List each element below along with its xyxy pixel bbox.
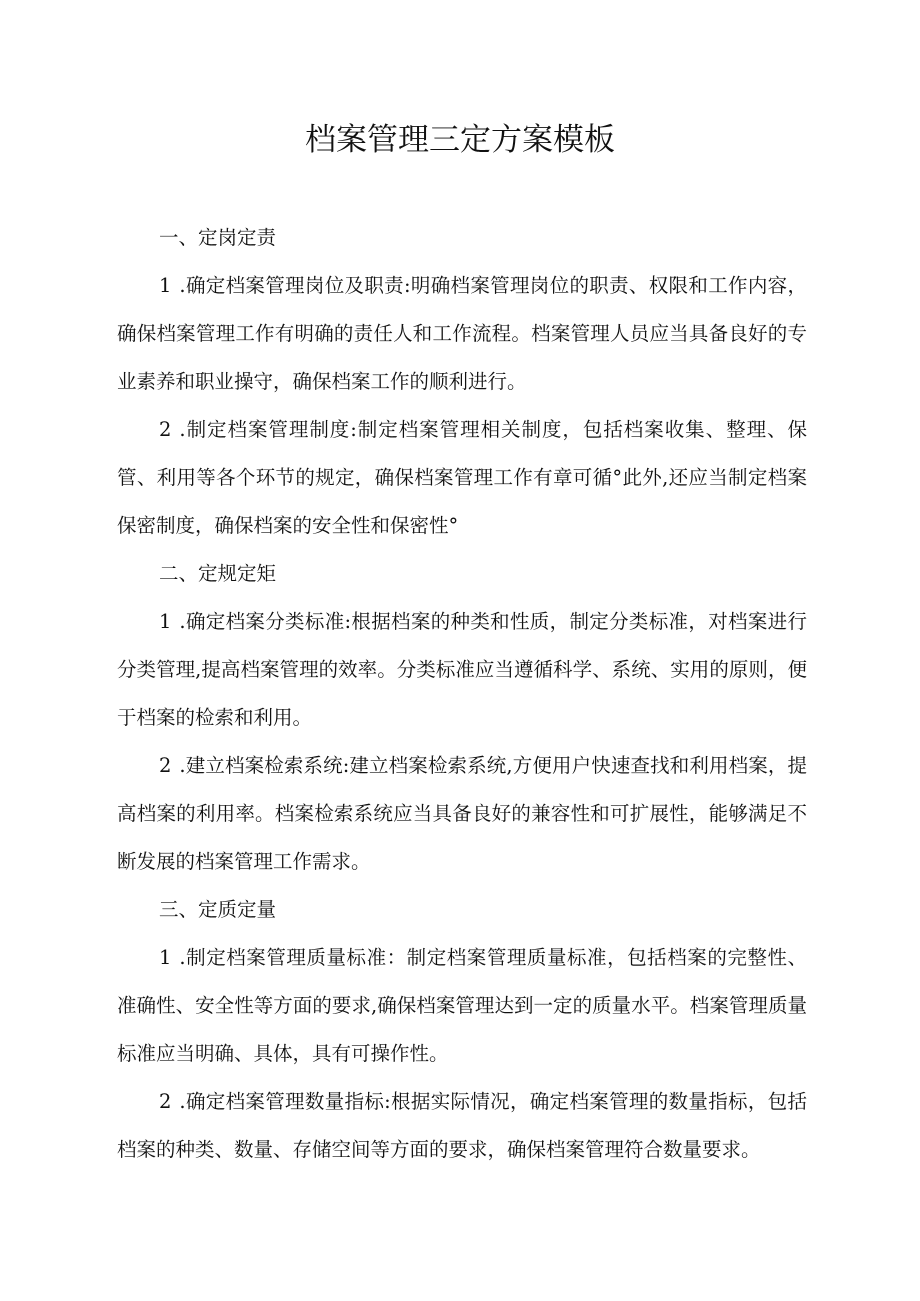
list-item [117, 598, 807, 742]
item-number: 2 [159, 754, 172, 777]
list-item [117, 1078, 807, 1174]
list-item [117, 406, 807, 550]
section-heading: 三、定质定量 [159, 898, 277, 921]
item-number: 1 [159, 274, 172, 297]
list-item [117, 934, 807, 1078]
section-1 [117, 214, 807, 550]
item-number: 1 [159, 610, 172, 633]
list-item [117, 262, 807, 406]
item-number: 2 [159, 1090, 172, 1113]
item-text: .确定档案管理岗位及职责:明确档案管理岗位的职责、权限和工作内容，确保档案管理工作有明确的责任人和工作流程。档案管理人员应当具备良好的专业素养和职业操守，确保档案工作的顺利进行。 [117, 274, 807, 393]
item-text: .制定档案管理质量标准：制定档案管理质量标准，包括档案的完整性、准确性、安全性等方面的要求,确保档案管理达到一定的质量水平。档案管理质量标准应当明确、具体，具有可操作性。 [117, 946, 807, 1065]
section-heading: 二、定规定矩 [159, 562, 277, 585]
section-3 [117, 886, 807, 1174]
section-heading: 一、定岗定责 [159, 226, 277, 249]
section-2 [117, 550, 807, 886]
document-body [117, 214, 807, 1174]
document-title: 档案管理三定方案模板 [305, 122, 615, 158]
item-text: .制定档案管理制度:制定档案管理相关制度，包括档案收集、整理、保管、利用等各个环节的规定，确保档案管理工作有章可循°此外,还应当制定档案保密制度，确保档案的安全性和保密性° [117, 418, 807, 537]
item-text: .建立档案检索系统:建立档案检索系统,方便用户快速查找和利用档案，提高档案的利用率。档案检索系统应当具备良好的兼容性和可扩展性，能够满足不断发展的档案管理工作需求。 [117, 754, 807, 873]
item-text: .确定档案分类标准:根据档案的种类和性质，制定分类标准，对档案进行分类管理,提高档案管理的效率。分类标准应当遵循科学、系统、实用的原则，便于档案的检索和利用。 [117, 610, 807, 729]
list-item [117, 742, 807, 886]
item-text: .确定档案管理数量指标:根据实际情况，确定档案管理的数量指标，包括档案的种类、数量、存储空间等方面的要求，确保档案管理符合数量要求。 [117, 1090, 807, 1161]
item-number: 2 [159, 418, 172, 441]
item-number: 1 [159, 946, 172, 969]
